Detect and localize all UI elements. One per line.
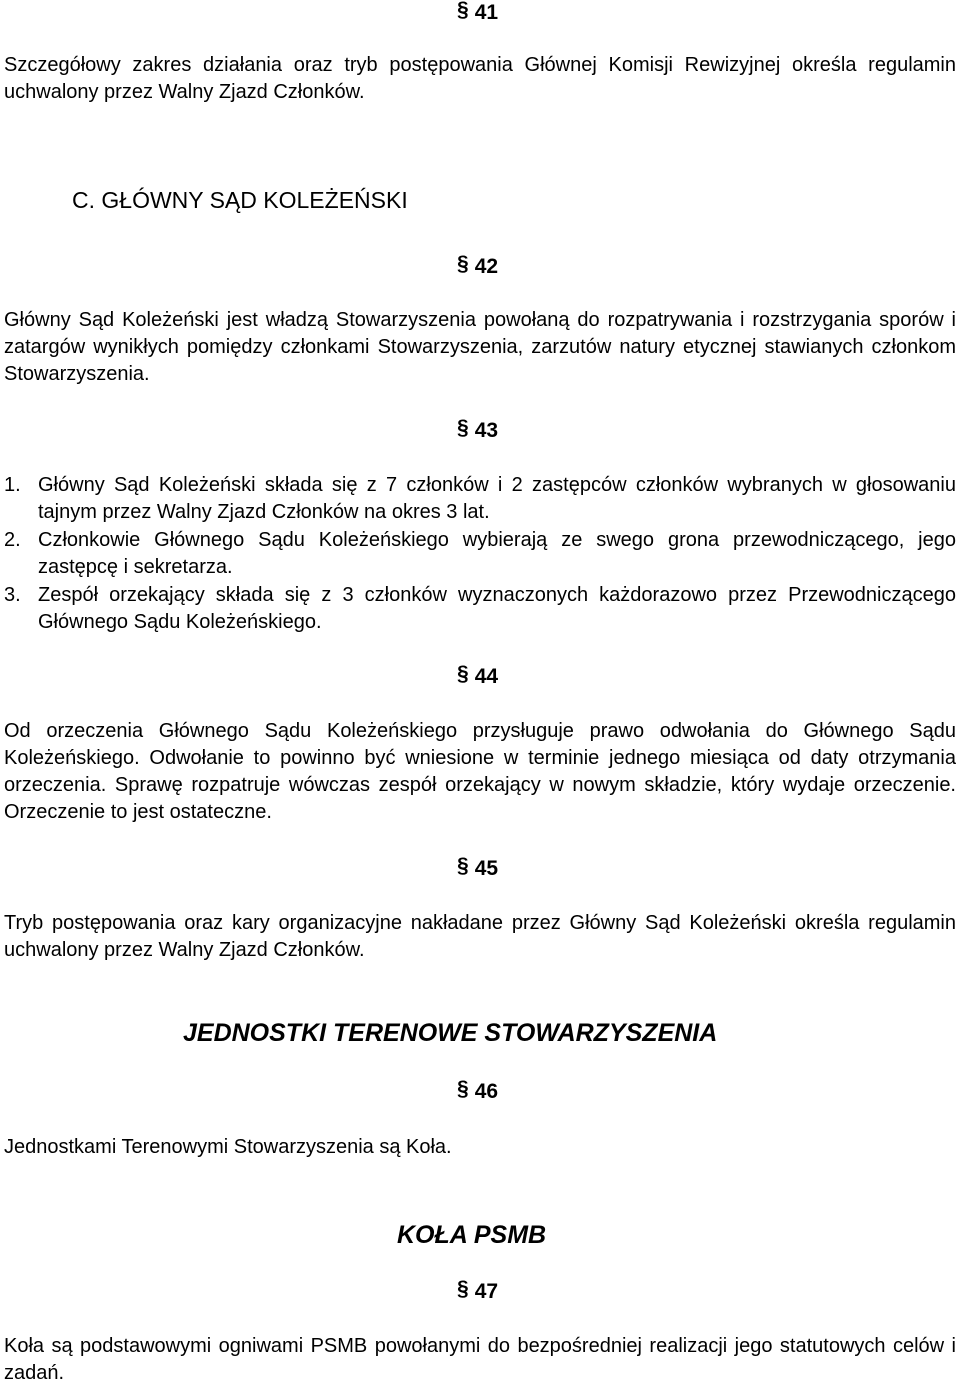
paragraph-47: Koła są podstawowymi ogniwami PSMB powołanymi do bezpośredniej realizacji jego statutowych celów i zadań. [4, 1335, 956, 1384]
list-item [4, 527, 956, 581]
paragraph-42: Główny Sąd Koleżeński jest władzą Stowarzyszenia powołaną do rozpatrywania i rozstrzygania sporów i zatargów wynikłych pomiędzy członkami Stowarzyszenia, zarzutów natury etycznej stawianych członkom Stowarzyszenia. [4, 309, 956, 385]
chapter-heading-circles: KOŁA PSMB [397, 1221, 547, 1249]
section-41-heading [457, 0, 498, 26]
section-42-heading [457, 254, 498, 280]
section-number: 46 [474, 1080, 499, 1103]
list-item-text: Zespół orzekający składa się z 3 członków wyznaczonych każdorazowo przez Przewodniczącego Głównego Sądu Koleżeńskiego. [38, 584, 956, 633]
section-mark: § [457, 1277, 469, 1300]
paragraph-45: Tryb postępowania oraz kary organizacyjne nakładane przez Główny Sąd Koleżeński określa regulamin uchwalony przez Walny Zjazd Członków. [4, 912, 956, 961]
section-47-heading [457, 1279, 498, 1305]
chapter-heading-units: JEDNOSTKI TERENOWE STOWARZYSZENIA [183, 1019, 718, 1047]
section-number: 42 [474, 255, 499, 278]
paragraph-44: Od orzeczenia Głównego Sądu Koleżeńskiego przysługuje prawo odwołania do Głównego Sądu Koleżeńskiego. Odwołanie to powinno być wniesione w terminie jednego miesiąca od daty otrzymania orzeczenia. Sprawę rozpatruje wówczas zespół orzekający w nowym składzie, który wydaje orzeczenie. Orzeczenie to jest ostateczne. [4, 720, 956, 823]
list-item-number: 1. [4, 474, 21, 496]
section-mark: § [457, 0, 469, 21]
section-number: 41 [474, 1, 499, 24]
paragraph-41: Szczegółowy zakres działania oraz tryb postępowania Głównej Komisji Rewizyjnej określa regulamin uchwalony przez Walny Zjazd Członków. [4, 54, 956, 103]
section-mark: § [457, 854, 469, 877]
section-44-heading [457, 664, 498, 690]
section-46-heading [457, 1079, 498, 1105]
section-mark: § [457, 1077, 469, 1100]
paragraph-46: Jednostkami Terenowymi Stowarzyszenia są Koła. [4, 1136, 452, 1158]
section-45-heading [457, 856, 498, 882]
section-43-heading [457, 418, 498, 444]
list-item-text: Główny Sąd Koleżeński składa się z 7 członków i 2 zastępców członków wybranych w głosowaniu tajnym przez Walny Zjazd Członków na okres 3 lat. [38, 474, 956, 523]
list-item [4, 582, 956, 636]
section-number: 44 [474, 665, 499, 688]
section-mark: § [457, 252, 469, 275]
section-mark: § [457, 662, 469, 685]
list-item-number: 3. [4, 584, 21, 606]
list-item-text: Członkowie Głównego Sądu Koleżeńskiego wybierają ze swego grona przewodniczącego, jego zastępcę i sekretarza. [38, 529, 956, 578]
section-number: 47 [474, 1280, 499, 1303]
section-number: 45 [474, 857, 499, 880]
chapter-heading-court: C. GŁÓWNY SĄD KOLEŻEŃSKI [72, 187, 408, 213]
section-mark: § [457, 416, 469, 439]
section-number: 43 [474, 419, 499, 442]
list-item [4, 472, 956, 526]
list-item-number: 2. [4, 529, 21, 551]
